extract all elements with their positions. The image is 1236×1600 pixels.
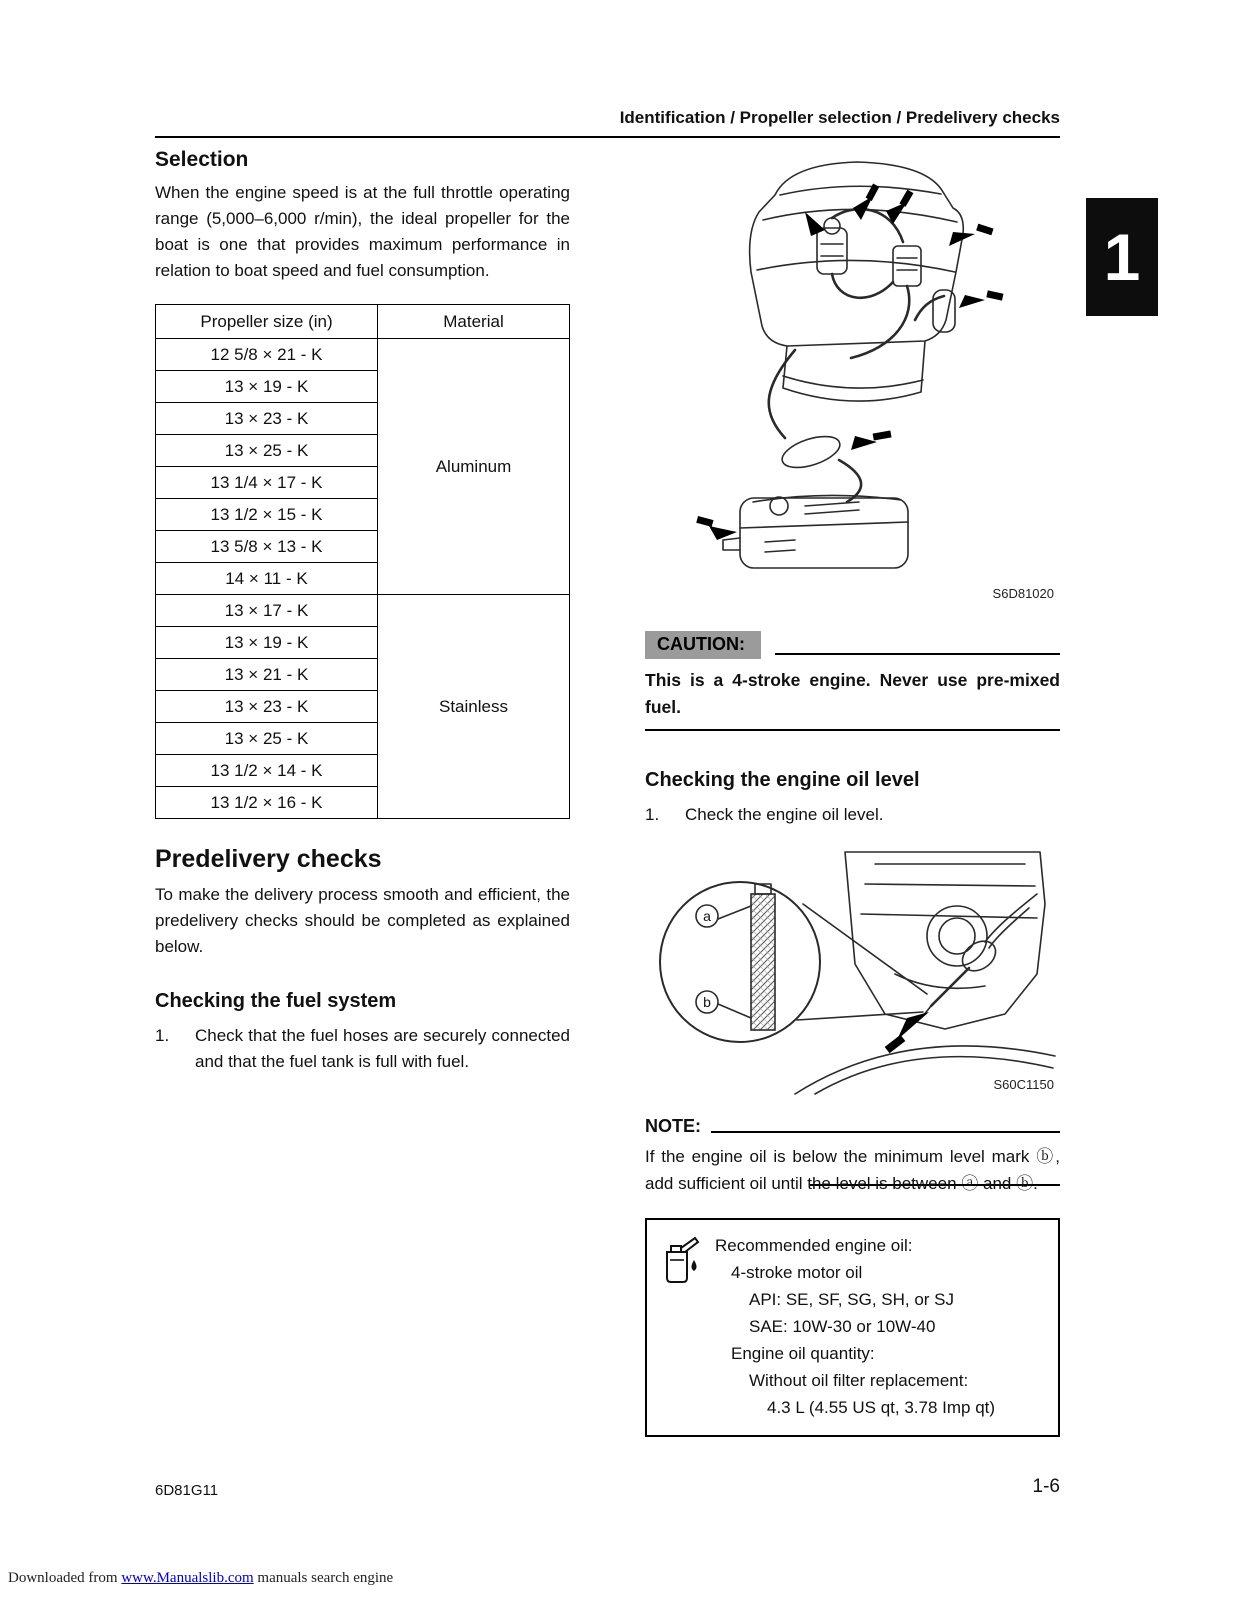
illustration-code: S60C1150 [993, 1077, 1054, 1092]
table-header-row [156, 305, 570, 339]
oil-level-step-1 [645, 802, 1060, 828]
note-rule [711, 1131, 1060, 1133]
selection-body: When the engine speed is at the full throttle operating range (5,000–6,000 r/min), the ideal propeller for the boat is one that provides maximum performance in relation to boat speed and fuel consumption. [155, 183, 570, 280]
fuel-system-illustration [645, 150, 1060, 605]
page-header-title: Identification / Propeller selection / Predelivery checks [619, 108, 1060, 127]
fuel-system-drawing [645, 150, 1060, 605]
fuel-system-step-1 [155, 1023, 570, 1075]
illustration-code: S6D81020 [992, 586, 1054, 601]
note-block [645, 1116, 1060, 1193]
watermark-suffix: manuals search engine [253, 1570, 394, 1586]
propeller-size-cell: 13 1/4 × 17 - K [156, 467, 378, 499]
spec-line: 4.3 L (4.55 US qt, 3.78 Imp qt) [767, 1398, 996, 1417]
spec-line: Engine oil quantity: [731, 1344, 875, 1363]
propeller-size-cell: 13 1/2 × 16 - K [156, 787, 378, 819]
caution-label: CAUTION: [645, 631, 761, 659]
propeller-size-cell: 13 × 19 - K [156, 627, 378, 659]
header-rule [155, 136, 1060, 138]
col-header-size: Propeller size (in) [156, 305, 378, 339]
manualslib-link[interactable]: www.Manualslib.com [121, 1570, 254, 1586]
caution-rule [775, 653, 1060, 655]
propeller-size-cell: 13 × 25 - K [156, 723, 378, 755]
propeller-size-cell: 13 1/2 × 14 - K [156, 755, 378, 787]
propeller-size-cell: 13 5/8 × 13 - K [156, 531, 378, 563]
caution-end-rule [645, 729, 1060, 731]
footer-page-number: 1-6 [1032, 1476, 1060, 1497]
spec-line: 4-stroke motor oil [731, 1263, 863, 1282]
right-column [645, 150, 1060, 1437]
step-text: Check the engine oil level. [685, 805, 884, 824]
propeller-size-cell: 13 × 23 - K [156, 691, 378, 723]
step-number: 1. [645, 805, 660, 824]
fuel-system-heading: Checking the fuel system [155, 990, 397, 1012]
oil-level-illustration [645, 844, 1060, 1096]
spec-lines [715, 1232, 1048, 1421]
oil-can-icon [657, 1232, 715, 1421]
note-text: If the engine oil is below the minimum level mark ⓑ, add sufficient oil until the level is between ⓐ and ⓑ. [645, 1147, 1060, 1193]
propeller-size-cell: 13 1/2 × 15 - K [156, 499, 378, 531]
caution-text: This is a 4-stroke engine. Never use pre-mixed fuel. [645, 670, 1060, 717]
selection-heading: Selection [155, 148, 249, 171]
caution-block [645, 631, 1060, 731]
watermark-prefix: Downloaded from [8, 1570, 122, 1586]
spec-line: Recommended engine oil: [715, 1236, 913, 1255]
spec-line: SAE: 10W-30 or 10W-40 [749, 1317, 936, 1336]
callout-a: a [703, 908, 711, 924]
col-header-material: Material [378, 305, 570, 339]
footer-model-code: 6D81G11 [155, 1482, 219, 1499]
propeller-size-cell: 13 × 19 - K [156, 371, 378, 403]
predelivery-body: To make the delivery process smooth and efficient, the predelivery checks should be completed as explained below. [155, 885, 570, 956]
propeller-table [155, 304, 570, 819]
recommended-oil-box [645, 1218, 1060, 1437]
step-text: Check that the fuel hoses are securely connected and that the fuel tank is full with fuel. [195, 1026, 570, 1071]
oil-level-heading: Checking the engine oil level [645, 769, 920, 791]
spec-line: API: SE, SF, SG, SH, or SJ [749, 1290, 955, 1309]
note-label: NOTE: [645, 1116, 701, 1136]
material-cell-aluminum: Aluminum [378, 339, 570, 595]
chapter-tab: 1 [1086, 198, 1158, 316]
callout-b: b [703, 994, 711, 1010]
propeller-size-cell: 13 × 23 - K [156, 403, 378, 435]
left-column [155, 148, 570, 1075]
propeller-size-cell: 13 × 17 - K [156, 595, 378, 627]
propeller-size-cell: 14 × 11 - K [156, 563, 378, 595]
table-row [156, 339, 570, 371]
oil-level-drawing [645, 844, 1060, 1096]
spec-line: Without oil filter replacement: [749, 1371, 969, 1390]
step-number: 1. [155, 1026, 170, 1045]
propeller-size-cell: 13 × 21 - K [156, 659, 378, 691]
table-row [156, 595, 570, 627]
propeller-size-cell: 12 5/8 × 21 - K [156, 339, 378, 371]
predelivery-heading: Predelivery checks [155, 845, 382, 873]
watermark [8, 1570, 393, 1587]
propeller-size-cell: 13 × 25 - K [156, 435, 378, 467]
material-cell-stainless: Stainless [378, 595, 570, 819]
